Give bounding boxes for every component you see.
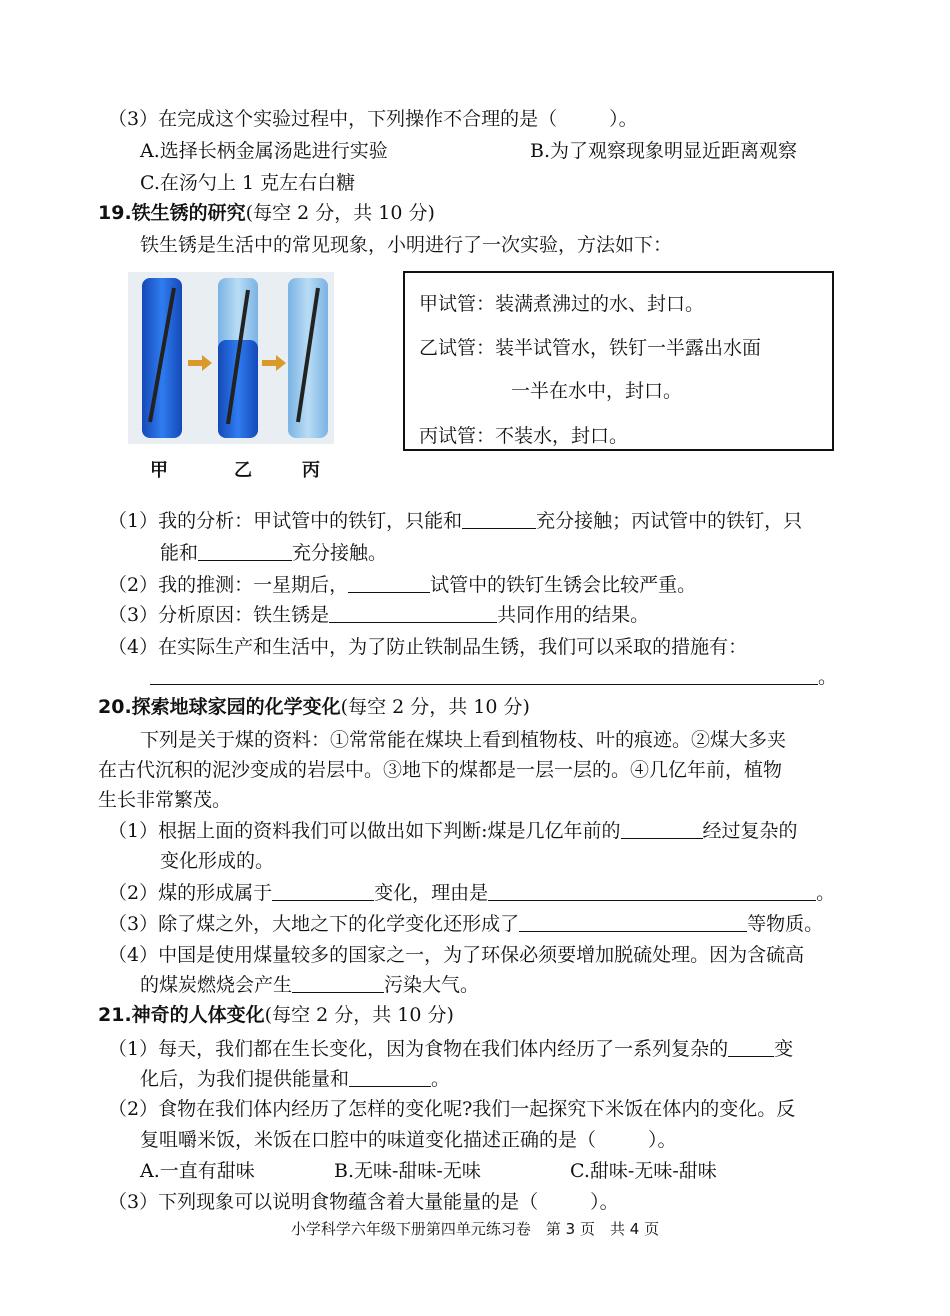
q19-heading: 19.铁生锈的研究(每空 2 分，共 10 分) xyxy=(98,202,435,224)
q18-option-b: B.为了观察现象明显近距离观察 xyxy=(530,140,798,162)
box-bing: 丙试管：不装水，封口。 xyxy=(419,425,629,447)
q21-s1: （1）每天，我们都在生长变化，因为食物在我们体内经历了一系列复杂的 变 xyxy=(108,1038,794,1060)
q20-s3: （3）除了煤之外，大地之下的化学变化还形成了 等物质。 xyxy=(108,913,824,935)
q19-s2: （2）我的推测：一星期后， 试管中的铁钉生锈会比较严重。 xyxy=(108,574,697,596)
box-jia: 甲试管：装满煮沸过的水、封口。 xyxy=(419,293,705,315)
q20-s2: （2）煤的形成属于 变化，理由是 。 xyxy=(108,882,836,904)
tube-label-yi: 乙 xyxy=(234,460,252,481)
q19-s1: （1）我的分析：甲试管中的铁钉，只能和 充分接触；丙试管中的铁钉，只 xyxy=(108,510,803,532)
box-yi-1: 乙试管：装半试管水，铁钉一半露出水面 xyxy=(419,337,762,359)
tube-label-bing: 丙 xyxy=(302,460,320,481)
blank[interactable] xyxy=(519,913,747,932)
q20-p3: 生长非常繁茂。 xyxy=(98,789,232,811)
q19-s4-answer: 。 xyxy=(150,664,837,690)
q19-intro: 铁生锈是生活中的常见现象，小明进行了一次实验，方法如下： xyxy=(140,234,673,256)
q19-s3: （3）分析原因：铁生锈是 共同作用的结果。 xyxy=(108,604,650,626)
page-footer: 小学科学六年级下册第四单元练习卷 第 3 页 共 4 页 xyxy=(290,1220,660,1238)
q21-s1-cont: 化后，为我们提供能量和 。 xyxy=(140,1068,451,1090)
tube-label-jia: 甲 xyxy=(150,460,168,481)
blank[interactable] xyxy=(462,510,536,529)
q20-p2: 在古代沉积的泥沙变成的岩层中。③地下的煤都是一层一层的。④几亿年前，植物 xyxy=(98,759,783,781)
blank[interactable] xyxy=(728,1038,774,1057)
q20-s1-cont: 变化形成的。 xyxy=(160,850,275,872)
q21-heading: 21.神奇的人体变化(每空 2 分，共 10 分) xyxy=(98,1004,454,1026)
q21-option-a: A.一直有甜味 xyxy=(140,1160,255,1182)
q20-s1: （1）根据上面的资料我们可以做出如下判断:煤是几亿年前的 经过复杂的 xyxy=(108,820,798,842)
box-yi-2: 一半在水中，封口。 xyxy=(511,380,683,402)
blank[interactable] xyxy=(621,820,703,839)
q20-p1: 下列是关于煤的资料：①常常能在煤块上看到植物枝、叶的痕迹。②煤大多夹 xyxy=(140,729,787,751)
q21-s2-cont: 复咀嚼米饭，米饭在口腔中的味道变化描述正确的是（ ）。 xyxy=(140,1129,677,1151)
q20-s4-cont: 的煤炭燃烧会产生 污染大气。 xyxy=(140,974,480,996)
experiment-method-box xyxy=(403,271,834,451)
q19-s4: （4）在实际生产和生活中，为了防止铁制品生锈，我们可以采取的措施有： xyxy=(108,636,748,658)
q19-s1-cont: 能和 充分接触。 xyxy=(160,542,388,564)
test-tubes-image xyxy=(128,272,334,444)
blank[interactable] xyxy=(329,604,497,623)
blank[interactable] xyxy=(272,882,374,901)
q21-option-b: B.无味-甜味-无味 xyxy=(334,1160,481,1182)
q18-s3: （3）在完成这个实验过程中，下列操作不合理的是（ ）。 xyxy=(108,108,638,130)
blank[interactable] xyxy=(349,1068,431,1087)
q21-s3: （3）下列现象可以说明食物蕴含着大量能量的是（ ）。 xyxy=(108,1191,619,1213)
q20-s4: （4）中国是使用煤量较多的国家之一，为了环保必须要增加脱硫处理。因为含硫高 xyxy=(108,944,805,966)
q20-heading: 20.探索地球家园的化学变化(每空 2 分，共 10 分) xyxy=(98,696,530,718)
blank[interactable] xyxy=(488,882,816,901)
blank[interactable] xyxy=(198,542,292,561)
blank[interactable] xyxy=(150,666,818,685)
blank[interactable] xyxy=(348,574,430,593)
q21-s2: （2）食物在我们体内经历了怎样的变化呢?我们一起探究下米饭在体内的变化。反 xyxy=(108,1098,796,1120)
q18-option-c: C.在汤勺上 1 克左右白糖 xyxy=(140,172,356,194)
q18-option-a: A.选择长柄金属汤匙进行实验 xyxy=(140,140,388,162)
q21-option-c: C.甜味-无味-甜味 xyxy=(570,1160,717,1182)
blank[interactable] xyxy=(292,974,384,993)
